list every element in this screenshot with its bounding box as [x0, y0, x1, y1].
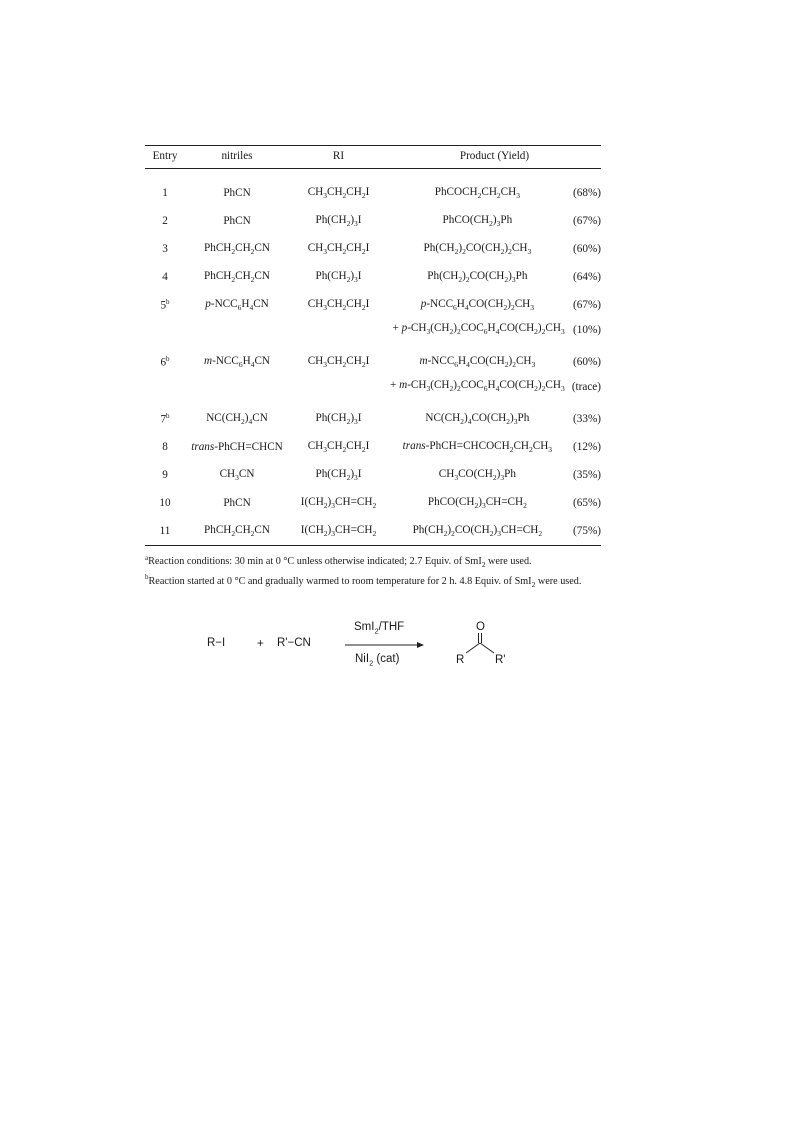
ri-cell: $CH_3CH_2CH_2I$ [307, 297, 370, 313]
table-row [145, 348, 601, 376]
yield-cell: (65%) [573, 497, 601, 509]
product-cell: $m-NCC_6H_4CO(CH_2)_2CH_3$ [419, 354, 536, 370]
nitrile-cell: trans-PhCH=CHCN [191, 441, 283, 453]
table-header-row [145, 146, 601, 169]
yield-cell: (60%) [573, 356, 601, 368]
entry-cell: 2 [162, 215, 168, 227]
entry-cell: 11 [159, 525, 171, 537]
table-row-continuation [145, 319, 601, 340]
product-cell: $p-NCC_6H_4CO(CH_2)_2CH_3$ [420, 297, 534, 313]
yield-cell: (67%) [573, 215, 601, 227]
secondary-product-cell: + $m-CH_3(CH_2)_2COC_6H_4CO(CH_2)_2CH_3$ [390, 379, 565, 394]
table-row [145, 179, 601, 207]
footnote-a: $^a$Reaction conditions: 30 min at 0 °C unless otherwise indicated; 2.7 Equiv. of SmI$_2$ were used. [145, 554, 532, 570]
secondary-yield-cell: (trace) [571, 380, 601, 393]
entry-cell: 6$^b$ [160, 355, 170, 369]
nitrile-cell: $NC(CH_2)_4CN$ [206, 411, 268, 427]
nitrile-cell: $PhCH_2CH_2CN$ [204, 523, 270, 539]
footnote-b: $^b$Reaction started at 0 °C and gradually warmed to room temperature for 2 h. 4.8 Equiv. of SmI$_2$ were used. [145, 573, 582, 589]
reagent-above-arrow: SmI$_2$/THF [354, 621, 405, 636]
yield-cell: (68%) [573, 187, 601, 199]
entry-cell: 8 [162, 441, 168, 453]
ri-cell: $CH_3CH_2CH_2I$ [307, 439, 370, 455]
reactant-nitrile: R'−CN [277, 637, 311, 649]
nitrile-cell: PhCN [223, 497, 251, 509]
nitrile-cell: $m-NCC_6H_4CN$ [204, 354, 270, 370]
col-header-nitriles: nitriles [221, 150, 253, 162]
ri-cell: $CH_3CH_2CH_2I$ [307, 185, 370, 201]
product-r-prime-label: R' [495, 654, 506, 666]
ketone-structure [466, 633, 494, 653]
product-cell: trans-$PhCH=CHCOCH_2CH_2CH_3$ [402, 439, 553, 455]
table-row-continuation [145, 376, 601, 397]
table-row [145, 517, 601, 546]
product-cell: $Ph(CH_2)_2CO(CH_2)_3CH=CH_2$ [412, 523, 543, 539]
product-cell: $Ph(CH_2)_2CO(CH_2)_3Ph$ [427, 269, 528, 285]
reactant-alkyl-iodide: R−I [207, 637, 226, 649]
yield-cell: (60%) [573, 243, 601, 255]
ri-cell: $Ph(CH_2)_3I$ [315, 411, 362, 427]
entry-cell: 5$^b$ [160, 298, 170, 312]
col-header-entry: Entry [152, 150, 178, 162]
footnote-b-text: Reaction started at 0 °C and gradually warmed to room temperature for 2 h. 4.8 Equiv. of SmI$_2$ were used. [148, 575, 582, 589]
col-header-ri: RI [332, 150, 345, 162]
table-row [145, 489, 601, 517]
table-footnotes [145, 552, 601, 591]
yield-cell: (75%) [573, 525, 601, 537]
ri-cell: $Ph(CH_2)_3I$ [315, 467, 362, 483]
product-r-label: R [456, 654, 465, 666]
nitrile-cell: $CH_3CN$ [219, 467, 255, 483]
ri-cell: $I(CH_2)_3CH=CH_2$ [300, 495, 377, 511]
ri-cell: $Ph(CH_2)_3I$ [315, 213, 362, 229]
table-row [145, 433, 601, 461]
table-row [145, 235, 601, 263]
nitrile-cell: PhCN [223, 215, 251, 227]
footnote-a-text: Reaction conditions: 30 min at 0 °C unless otherwise indicated; 2.7 Equiv. of SmI$_2$ were used. [148, 556, 532, 570]
ri-cell: $I(CH_2)_3CH=CH_2$ [300, 523, 377, 539]
table-row [145, 405, 601, 433]
product-cell: $PhCO(CH_2)_3CH=CH_2$ [427, 495, 527, 511]
product-carbonyl-o: O [476, 621, 485, 633]
plus-sign: + [257, 638, 264, 650]
results-table [145, 145, 601, 546]
table-row [145, 461, 601, 489]
nitrile-cell: $PhCH_2CH_2CN$ [204, 241, 270, 257]
entry-cell: 4 [162, 271, 168, 283]
entry-cell: 10 [159, 497, 171, 509]
col-header-product: Product (Yield) [459, 150, 530, 162]
entry-cell: 7$^b$ [160, 412, 170, 426]
yield-cell: (67%) [573, 299, 601, 311]
ri-cell: $CH_3CH_2CH_2I$ [307, 354, 370, 370]
entry-cell: 9 [162, 469, 168, 481]
product-cell: $NC(CH_2)_4CO(CH_2)_3Ph$ [425, 411, 530, 427]
table-row [145, 263, 601, 291]
results-table-block [145, 145, 601, 591]
product-cell: $PhCO(CH_2)_3Ph$ [442, 213, 513, 229]
nitrile-cell: PhCN [223, 187, 251, 199]
table-row [145, 291, 601, 319]
product-cell: $CH_3CO(CH_2)_3Ph$ [438, 467, 516, 483]
reagent-below-arrow: NiI$_2$ (cat) [355, 653, 400, 668]
entry-cell: 1 [162, 187, 168, 199]
table-body [145, 179, 601, 546]
ri-cell: $CH_3CH_2CH_2I$ [307, 241, 370, 257]
reaction-scheme [195, 618, 535, 678]
product-cell: $Ph(CH_2)_2CO(CH_2)_2CH_3$ [423, 241, 532, 257]
secondary-yield-cell: (10%) [573, 323, 601, 336]
yield-cell: (12%) [573, 441, 601, 453]
yield-cell: (64%) [573, 271, 601, 283]
nitrile-cell: $p-NCC_6H_4CN$ [205, 297, 269, 313]
ri-cell: $Ph(CH_2)_3I$ [315, 269, 362, 285]
table-row [145, 207, 601, 235]
yield-cell: (33%) [573, 413, 601, 425]
entry-cell: 3 [162, 243, 168, 255]
spacer-cell [145, 319, 388, 340]
product-cell: $PhCOCH_2CH_2CH_3$ [434, 185, 520, 201]
secondary-product-cell: + $p-CH_3(CH_2)_2COC_6H_4CO(CH_2)_2CH_3$ [392, 322, 565, 337]
nitrile-cell: $PhCH_2CH_2CN$ [204, 269, 270, 285]
yield-cell: (35%) [573, 469, 601, 481]
spacer-cell [145, 376, 388, 397]
